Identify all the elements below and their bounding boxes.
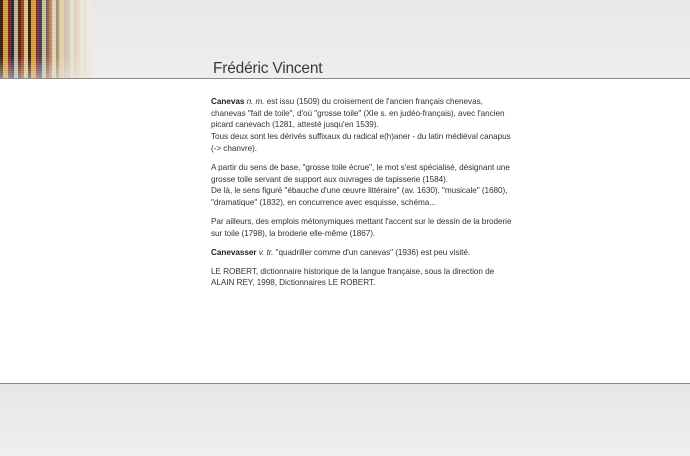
canevasser-definition	[211, 247, 517, 259]
sense-figure-paragraph: De là, le sens figuré "ébauche d'une œuvre littéraire" (av. 1630), "musicale" (1680), "dramatique" (1832), en concurrence avec esquisse, schéma...	[211, 186, 508, 207]
page-top-margin	[0, 0, 690, 78]
woven-fabric-swatch	[0, 0, 92, 78]
canevasser-text: "quadriller comme d'un canevas" (1936) est peu visité.	[273, 247, 471, 257]
author-name: Frédéric Vincent	[213, 60, 323, 77]
canevasser-grammar: v. tr.	[258, 247, 274, 257]
canevas-term: Canevas	[211, 97, 245, 106]
etymology-paragraph: Tous deux sont les dérivés suffixaux du radical e(h)aner - du latin médiéval canapus (-> chanvre).	[211, 132, 511, 153]
canevasser-term: Canevasser	[211, 247, 257, 257]
canevas-grammar: n. m.	[246, 97, 265, 106]
fabric-bottom-fade	[0, 56, 92, 78]
canevas-text: est issu (1509) du croisement de l'ancien français chenevas, chanevas "fait de toile", d'où "grosse toile" (XIe s. en judéo-français), avec l'ancien picard canevach (1281, attesté jusqu'en 1539).	[211, 97, 505, 130]
metonymy-paragraph: Par ailleurs, des emplois métonymiques mettant l'accent sur le dessin de la broderie sur toile (1798), la broderie elle-même (1867).	[211, 216, 512, 238]
page-bottom-margin	[0, 384, 690, 456]
sense-base-paragraph: A partir du sens de base, "grosse toile écrue", le mot s'est spécialisé, désignant une grosse toile servant de support aux ouvrages de tapisserie (1584).	[211, 162, 510, 184]
source-citation: LE ROBERT, dictionnaire historique de la langue française, sous la direction de ALAIN REY, 1998, Dictionnaires LE ROBERT.	[211, 266, 495, 288]
dictionary-entry	[211, 96, 517, 296]
canevas-definition	[211, 96, 517, 131]
